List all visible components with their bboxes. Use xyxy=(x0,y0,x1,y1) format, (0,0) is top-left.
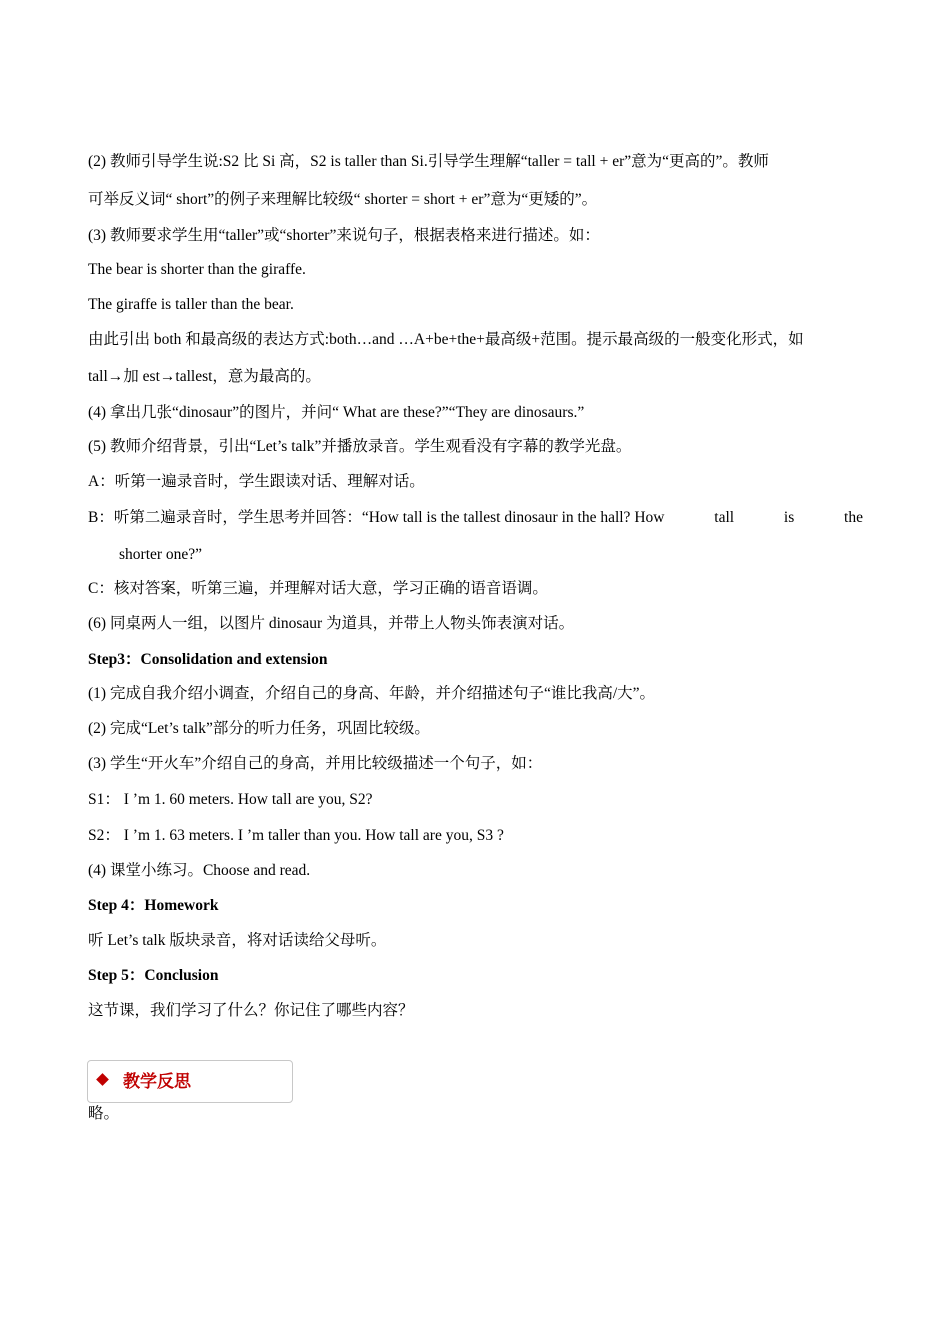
paragraph-line: C：核对答案，听第三遍，并理解对话大意，学习正确的语音语调。 xyxy=(88,580,548,597)
paragraph-line: (2) 完成“Let’s talk”部分的听力任务，巩固比较级。 xyxy=(88,720,430,737)
reflection-title: 教学反思 xyxy=(123,1072,191,1092)
line-b-word: is xyxy=(783,509,795,526)
paragraph-line: (3) 学生“开火车”介绍自己的身高，并用比较级描述一个句子，如： xyxy=(88,755,543,772)
paragraph-line: S1： I ’m 1. 60 meters. How tall are you, S2? xyxy=(88,791,373,808)
line-b-main: B：听第二遍录音时，学生思考并回答：“How tall is the tallest dinosaur in the hall? How xyxy=(88,509,665,526)
reflection-text: 略。 xyxy=(88,1105,120,1122)
paragraph-line: 由此引出 both 和最高级的表达方式:both…and …A+be+the+最高级+范围。提示最高级的一般变化形式，如 xyxy=(88,331,804,348)
paragraph-line: (3) 教师要求学生用“taller”或“shorter”来说句子，根据表格来进行描述。如： xyxy=(88,227,600,244)
step4-heading: Step 4：Homework xyxy=(88,897,219,914)
paragraph-line: (4) 课堂小练习。Choose and read. xyxy=(88,862,311,879)
paragraph-line: (6) 同桌两人一组，以图片 dinosaur 为道具，并带上人物头饰表演对话。 xyxy=(88,615,575,632)
paragraph-line: 听 Let’s talk 版块录音，将对话读给父母听。 xyxy=(88,932,387,949)
paragraph-line: (2) 教师引导学生说:S2 比 Si 高，S2 is taller than Si.引导学生理解“taller = tall + er”意为“更高的”。教师 xyxy=(88,153,769,170)
paragraph-line: S2： I ’m 1. 63 meters. I ’m taller than you. How tall are you, S3 ? xyxy=(88,827,504,844)
paragraph-line: 这节课，我们学习了什么？你记住了哪些内容？ xyxy=(88,1002,414,1019)
paragraph-line: (1) 完成自我介绍小调查，介绍自己的身高、年龄，并介绍描述句子“谁比我高/大”。 xyxy=(88,685,656,702)
paragraph-line: (4) 拿出几张“dinosaur”的图片，并问“ What are these?”“They are dinosaurs.” xyxy=(88,404,585,421)
diamond-bullet-icon xyxy=(96,1073,109,1086)
paragraph-line: (5) 教师介绍背景，引出“Let’s talk”并播放录音。学生观看没有字幕的教学光盘。 xyxy=(88,438,632,455)
justified-line xyxy=(88,508,863,528)
line-b-word: tall xyxy=(714,509,735,526)
paragraph-line: shorter one?” xyxy=(119,546,203,563)
step5-heading: Step 5：Conclusion xyxy=(88,967,219,984)
paragraph-line: The giraffe is taller than the bear. xyxy=(88,296,294,313)
paragraph-line: The bear is shorter than the giraffe. xyxy=(88,261,306,278)
line-b-word: the xyxy=(844,509,863,526)
paragraph-line: 可举反义词“ short”的例子来理解比较级“ shorter = short + er”意为“更矮的”。 xyxy=(88,191,598,208)
paragraph-line: A：听第一遍录音时，学生跟读对话、理解对话。 xyxy=(88,473,425,490)
step3-heading: Step3：Consolidation and extension xyxy=(88,651,328,668)
paragraph-line: tall→加 est→tallest，意为最高的。 xyxy=(88,368,321,385)
reflection-heading-box xyxy=(87,1060,293,1103)
